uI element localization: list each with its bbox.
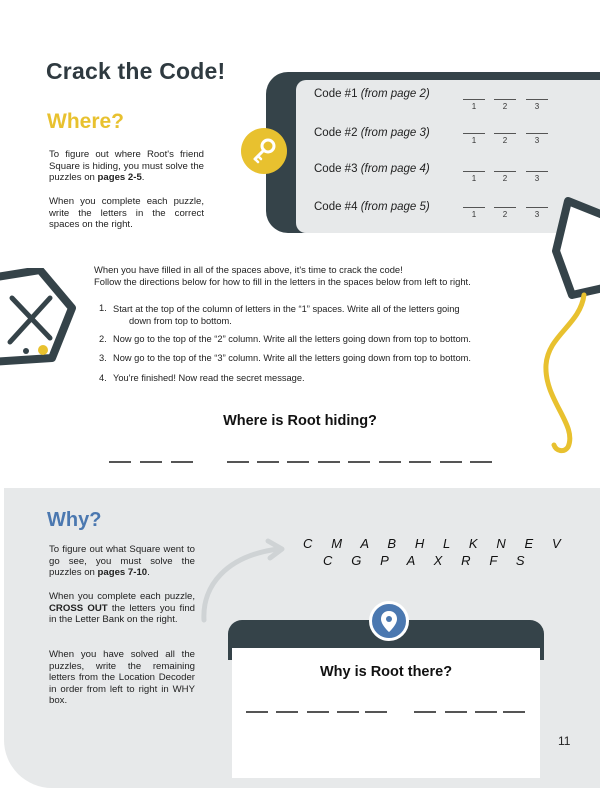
slot-number: 1 <box>471 174 477 183</box>
hiding-question: Where is Root hiding? <box>223 413 377 429</box>
character-icon <box>0 268 80 368</box>
slot-number: 3 <box>534 102 540 111</box>
step-number: 1. <box>99 303 107 313</box>
slot-number: 2 <box>502 102 508 111</box>
arrow-icon <box>196 536 296 626</box>
answer-blank[interactable] <box>348 461 370 463</box>
answer-blank[interactable] <box>414 711 436 713</box>
step-text: Start at the top of the column of letters in the “1” spaces. Write all of the letters going down from top to bottom. <box>113 304 460 326</box>
code-1-label: Code #1 (from page 2) <box>314 88 430 100</box>
answer-blank[interactable] <box>379 461 401 463</box>
code-2-label: Code #2 (from page 3) <box>314 127 430 139</box>
answer-blank[interactable] <box>470 461 492 463</box>
slot-number: 2 <box>502 210 508 219</box>
code-3-slot-1[interactable] <box>463 171 485 172</box>
step-number: 2. <box>99 334 107 344</box>
step-text: Now go to the top of the “2” column. Write all the letters going down from top to bottom. <box>113 334 471 344</box>
why-instructions: To figure out what Square went to go see, you must solve the puzzles on pages 7-10. <box>49 544 195 579</box>
key-icon <box>241 128 287 174</box>
why-heading: Why? <box>47 509 102 531</box>
code-1-slot-3[interactable] <box>526 99 548 100</box>
code-3-label: Code #3 (from page 4) <box>314 163 430 175</box>
answer-blank[interactable] <box>440 461 462 463</box>
code-4-slot-1[interactable] <box>463 207 485 208</box>
why-instructions-3: When you have solved all the puzzles, write the remaining letters from the Location Decoder in order from left to right in WHY box. <box>49 649 195 707</box>
slot-number: 1 <box>471 102 477 111</box>
answer-blank[interactable] <box>276 711 298 713</box>
code-2-slot-1[interactable] <box>463 133 485 134</box>
answer-blank[interactable] <box>409 461 431 463</box>
page-number: 11 <box>558 734 571 748</box>
step-text: You're finished! Now read the secret message. <box>113 373 305 383</box>
where-heading: Where? <box>47 110 125 133</box>
letter-bank-row-1: C M A B H L K N E V <box>303 536 569 551</box>
slot-number: 3 <box>534 136 540 145</box>
why-instructions-2: When you complete each puzzle, CROSS OUT the letters you find in the Letter Bank on the right. <box>49 591 195 626</box>
step-number: 3. <box>99 353 107 363</box>
answer-blank[interactable] <box>257 461 279 463</box>
answer-blank[interactable] <box>227 461 249 463</box>
slot-number: 1 <box>471 210 477 219</box>
code-3-slot-2[interactable] <box>494 171 516 172</box>
code-4-label: Code #4 (from page 5) <box>314 201 430 213</box>
answer-blank[interactable] <box>318 461 340 463</box>
code-2-slot-2[interactable] <box>494 133 516 134</box>
answer-blank[interactable] <box>246 711 268 713</box>
code-1-slot-2[interactable] <box>494 99 516 100</box>
answer-blank[interactable] <box>140 461 162 463</box>
code-4-slot-2[interactable] <box>494 207 516 208</box>
answer-blank[interactable] <box>503 711 525 713</box>
answer-blank[interactable] <box>445 711 467 713</box>
answer-blank[interactable] <box>109 461 131 463</box>
answer-blank[interactable] <box>365 711 387 713</box>
slot-number: 3 <box>534 174 540 183</box>
code-3-slot-3[interactable] <box>526 171 548 172</box>
where-instructions-2: When you complete each puzzle, write the letters in the correct spaces on the right. <box>49 196 204 231</box>
slot-number: 2 <box>502 136 508 145</box>
directions-intro: When you have filled in all of the spaces above, it's time to crack the code! Follow the directions below for how to fill in the letters in the spaces below from left to right. <box>94 264 471 287</box>
step-number: 4. <box>99 373 107 383</box>
slot-number: 2 <box>502 174 508 183</box>
code-2-slot-3[interactable] <box>526 133 548 134</box>
slot-number: 1 <box>471 136 477 145</box>
answer-blank[interactable] <box>287 461 309 463</box>
code-1-slot-1[interactable] <box>463 99 485 100</box>
letter-bank-row-2: C G P A X R F S <box>323 553 533 568</box>
location-pin-icon <box>369 601 409 641</box>
slot-number: 3 <box>534 210 540 219</box>
page-title: Crack the Code! <box>46 58 226 84</box>
where-instructions: To figure out where Root's friend Square is hiding, you must solve the puzzles on pages 2-5. <box>49 149 204 184</box>
answer-blank[interactable] <box>475 711 497 713</box>
answer-blank[interactable] <box>171 461 193 463</box>
step-text: Now go to the top of the “3” column. Write all the letters going down from top to bottom. <box>113 353 471 363</box>
answer-blank[interactable] <box>337 711 359 713</box>
why-question: Why is Root there? <box>319 664 453 680</box>
answer-blank[interactable] <box>307 711 329 713</box>
